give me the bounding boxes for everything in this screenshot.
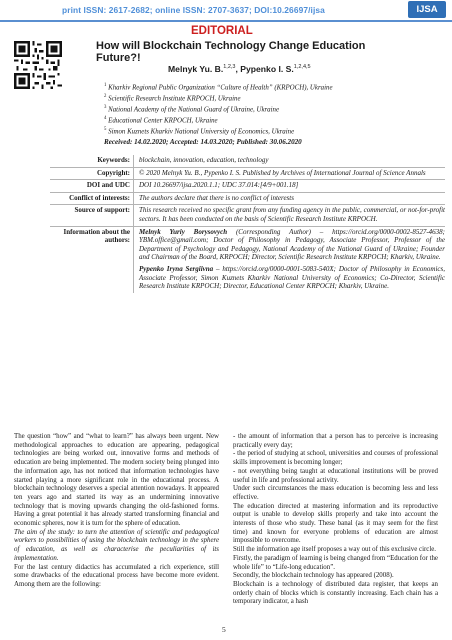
metadata-row-conflict: Conflict of interests: The authors declare that there is no conflict of interests <box>50 192 445 205</box>
publication-dates: Received: 14.02.2020; Accepted: 14.03.2020; Published: 30.06.2020 <box>104 138 302 146</box>
body-paragraph: - the period of studying at school, universities and courses of professional skills improvement is becoming longer; <box>233 450 438 467</box>
body-paragraph: For the last century didactics has accumulated a rich experience, still some drawbacks of the educational process have become more evident. Among them are the following: <box>14 563 219 588</box>
author-name: Pypenko I. S. <box>240 64 294 74</box>
issn-header: print ISSN: 2617-2682; online ISSN: 2707-3637; DOI:10.26697/ijsa <box>62 5 325 15</box>
journal-badge: IJSA <box>408 1 446 18</box>
section-label: EDITORIAL <box>191 25 253 37</box>
body-paragraph: The education directed at mastering information and its reproductive output is unable to develop skills properly and take into account the interests of those who study. These banal (as it may seem for the first time) and known for everyone problems of education are almost impossible to overcome. <box>233 502 438 545</box>
body-paragraph: - not everything being taught at educational institutions will be proved useful in life and professional activity. <box>233 467 438 484</box>
body-paragraph-aim: The aim of the study: to turn the attention of scientific and pedagogical workers to possibilities of using the blockchain technology in the sphere of education, as well as characterise the peculiarities of its implementation. <box>14 528 219 562</box>
metadata-row-keywords: Keywords: blockchain, innovation, education, technology <box>50 155 445 167</box>
metadata-row-copyright: Copyright: © 2020 Melnyk Yu. B., Pypenko I. S. Published by Archives of International Journal of Science Annals <box>50 167 445 180</box>
author-name: Melnyk Yu. B. <box>168 64 224 74</box>
header-rule <box>0 20 452 22</box>
affiliation-list <box>104 82 444 136</box>
article-metadata-table <box>50 155 445 293</box>
author-info-1: Melnyk Yuriy Borysovych (Corresponding Author) – https://orcid.org/0000-0002-8527-4638; YBM.office@gmail.com; Doctor of Philosophy in Pedagogy, Associate Professor, Professor of the Department of Psychology and Pedagogy, National Academy of the National Guard of Ukraine; Founder and Chairman of the Board, KRPOCH; Director, Scientific Research Institute KRPOCH; Kharkiv, Ukraine. <box>139 227 445 262</box>
body-paragraph: Still the information age itself proposes a way out of this exclusive circle. <box>233 546 437 554</box>
page-number: 5 <box>222 625 226 634</box>
article-body <box>14 433 438 607</box>
body-paragraph: Under such circumstances the mass education is becoming less and less effective. <box>233 485 438 501</box>
author-list <box>168 64 311 74</box>
body-paragraph: The question “how” and “what to learn?” has always been urgent. New methodological approaches to education are appearing, pedagogical technologies are being worked out, innovative forms and methods of education are being implemented. The modern society being plunged into the information age, has not noticed that information technologies have started playing a more significant role in the educational process. A blockchain technology deserves a special attention nowadays. It appeared ten years ago and started its way as an undermining innovative technology that is moving upwards changing the old-fashioned forms. Having a great potential it has already started transforming financial and economic spheres, now it is turn for the sphere of education. <box>14 433 219 528</box>
qr-code-icon <box>14 41 62 89</box>
metadata-row-support: Source of support: This research received no specific grant from any funding agency in the public, commercial, or not-for-profit sectors. It has been conducted on the basis of Scientific Research Institute KRPOCH. <box>50 204 445 225</box>
metadata-row-doi: DOI and UDC DOI 10.26697/ijsa.2020.1.1; UDC 37.014:[4/9+001.18] <box>50 179 445 192</box>
affiliation-item: $^5$ Simon Kuznets Kharkiv National University of Economics, Ukraine <box>104 126 295 135</box>
author-affiliation-ref: 1,2,3 <box>223 64 236 71</box>
body-column-right <box>233 433 438 607</box>
metadata-row-authors-info: Information about the authors: Melnyk Yuriy Borysovych (Corresponding Author) – https://orcid.org/0000-0002-8527-4638; YBM.office@gmail.com; Doctor of Philosophy in Pedagogy, Associate Professor, Professor of the Department of Psychology and Pedagogy, National Academy of the National Guard of Ukraine; Founder and Chairman of the Board, KRPOCH; Director, Scientific Research Institute KRPOCH; Kharkiv, Ukraine. Pypenko Iryna Sergiivna – https://orcid.org/0000-0001-5083-540X; Doctor of Philosophy in Economics, Associate Professor, Simon Kuznets Kharkiv National University of Economics; Co-Director, Scientific Research Institute KRPOCH; Director, Educational Center KRPOCH; Kharkiv, Ukraine. <box>50 226 445 293</box>
body-column-left <box>14 433 219 607</box>
body-paragraph: Blockchain is a technology of distributed data register, that keeps an orderly chain of blocks which is constantly increasing. Each chain has a temporary indicator, a hash <box>233 580 438 606</box>
affiliation-item: $^4$ Educational Center KRPOCH, Ukraine <box>104 115 218 124</box>
body-paragraph: Secondly, the blockchain technology has appeared (2008). <box>233 572 394 580</box>
affiliation-item: $^3$ National Academy of the National Guard of Ukraine, Ukraine <box>104 104 280 114</box>
affiliation-item: $^2$ Scientific Research Institute KRPOCH, Ukraine <box>104 93 241 103</box>
author-info-2: Pypenko Iryna Sergiivna – https://orcid.org/0000-0001-5083-540X; Doctor of Philosophy in Economics, Associate Professor, Simon Kuznets Kharkiv National University of Economics; Co-Director, Scientific Research Institute KRPOCH; Director, Educational Center KRPOCH; Kharkiv, Ukraine. <box>139 264 445 291</box>
article-title: How will Blockchain Technology Change Education Future?! <box>96 40 366 64</box>
affiliation-item: $^1$ Kharkiv Regional Public Organization “Culture of Health” (KRPOCH), Ukraine <box>104 83 333 92</box>
author-affiliation-ref: 1,2,4,5 <box>293 64 311 71</box>
author-separator: , <box>235 64 241 74</box>
body-paragraph: Firstly, the paradigm of learning is being changed from “Education for the whole life” to “Life-long education”. <box>233 554 438 571</box>
body-paragraph: - the amount of information that a person has to perceive is increasing practically every day; <box>233 433 438 449</box>
